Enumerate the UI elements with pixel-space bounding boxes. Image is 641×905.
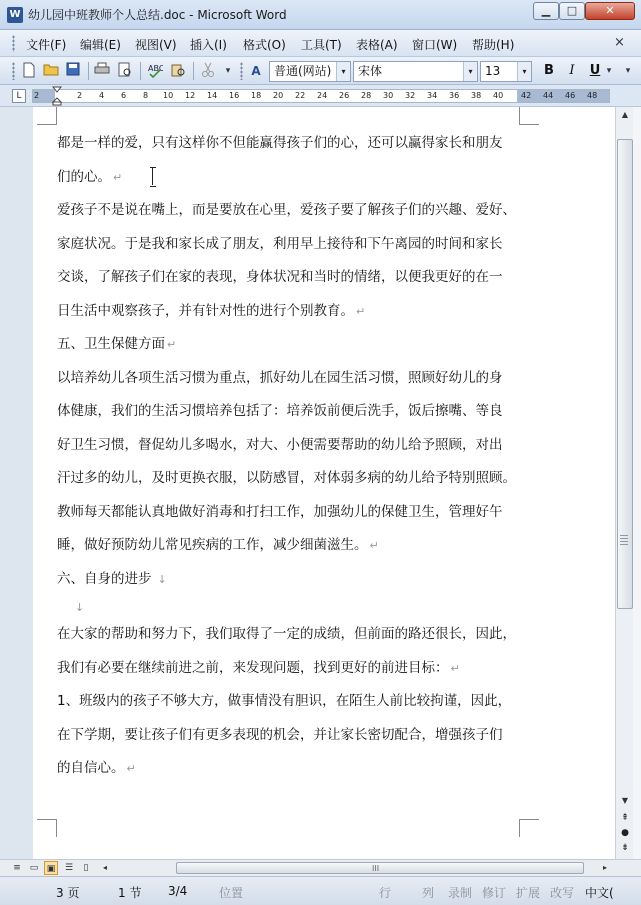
menu-file[interactable]: 文件(F) — [26, 38, 67, 52]
save-icon[interactable] — [64, 62, 82, 80]
status-record-macro[interactable]: 录制 — [448, 886, 473, 900]
status-column[interactable]: 列 — [422, 886, 435, 900]
web-layout-view-icon[interactable]: ▭ — [29, 863, 39, 873]
research-icon[interactable] — [169, 62, 187, 80]
crop-mark — [37, 107, 57, 125]
status-track-changes[interactable]: 修订 — [482, 886, 507, 900]
ruler-tick: 48 — [587, 91, 598, 100]
empty-line — [57, 596, 527, 618]
font-size-select[interactable] — [480, 61, 532, 82]
toolbar-grip-handle[interactable] — [12, 62, 15, 80]
paragraph-mark: ↵ — [167, 338, 177, 351]
text-line: 家庭状况。于是我和家长成了朋友，利用早上接待和下午离园的时间和家长 — [57, 235, 503, 252]
paragraph-mark: ↵ — [126, 762, 136, 775]
text-line: 交谈，了解孩子们在家的表现，身体状况和当时的情绪，以便我更好的在一 — [57, 269, 503, 285]
cut-icon[interactable] — [199, 62, 217, 80]
ruler-tick: 28 — [361, 91, 372, 100]
document-area — [0, 107, 615, 859]
paragraph-mark: ↵ — [450, 661, 460, 675]
text-line: 的自信心。 ↵ — [57, 760, 136, 776]
word-app-icon[interactable]: W — [7, 7, 23, 23]
text-line: 都是一样的爱，只有这样你不但能赢得孩子们的心，还可以赢得家长和朋友 — [57, 135, 503, 151]
scroll-up-icon[interactable]: ▲ — [621, 110, 629, 119]
menubar-grip-handle[interactable] — [12, 35, 15, 52]
print-icon[interactable] — [93, 62, 111, 80]
outline-view-icon[interactable]: ☰ — [64, 863, 74, 873]
horizontal-ruler[interactable] — [32, 89, 610, 103]
ruler-tick: 40 — [493, 91, 504, 100]
ruler-tick: 26 — [339, 91, 350, 100]
select-browse-object-icon[interactable]: ● — [621, 828, 629, 838]
menu-window[interactable]: 窗口(W) — [412, 38, 458, 52]
ruler-tick: 14 — [207, 91, 218, 100]
style-select-value: 普通(网站) — [274, 64, 332, 78]
ibeam-cursor-icon — [150, 167, 156, 185]
paragraph-mark: ↵ — [113, 170, 123, 184]
text-line: 教师每天都能认真地做好消毒和打扫工作，加强幼儿的保健卫生，管理好午 — [57, 503, 503, 520]
text-line: 们的心。 ↵ — [57, 168, 123, 185]
status-overtype[interactable]: 改写 — [550, 886, 575, 900]
toolbar-separator — [88, 62, 89, 80]
normal-view-icon[interactable]: ≡ — [13, 863, 21, 873]
tab-selector[interactable]: L — [12, 89, 26, 103]
ruler-bar — [0, 85, 641, 107]
text-line: 睡，做好预防幼儿常见疾病的工作，减少细菌滋生。 ↵ — [57, 537, 379, 553]
ruler-tick: 46 — [565, 91, 576, 100]
ruler-tick: 34 — [427, 91, 438, 100]
menu-bar — [0, 30, 641, 57]
chevron-down-icon[interactable]: ▾ — [336, 62, 350, 81]
toolbar-separator — [140, 62, 141, 80]
vertical-scrollbar[interactable] — [615, 107, 633, 859]
scroll-down-icon[interactable]: ▼ — [621, 796, 629, 805]
toolbar-options-chevron-icon[interactable]: ▾ — [225, 66, 231, 76]
ruler-tick: 44 — [543, 91, 554, 100]
underline-button[interactable]: U — [589, 63, 601, 78]
underline-options-chevron-icon[interactable]: ▾ — [606, 66, 612, 76]
section-heading: 六、自身的进步 ↓ — [57, 570, 167, 587]
chevron-down-icon[interactable]: ▾ — [517, 62, 531, 81]
menu-view[interactable]: 视图(V) — [135, 38, 177, 52]
paragraph-mark: ↵ — [356, 304, 366, 318]
text-line: 我们有必要在继续前进之前，来发现问题，找到更好的前进目标： ↵ — [57, 659, 460, 676]
ruler-tick: 32 — [405, 91, 416, 100]
font-select[interactable] — [353, 61, 478, 82]
previous-page-icon[interactable]: ⇞ — [621, 813, 629, 823]
horizontal-scrollbar-row — [0, 859, 641, 876]
ruler-tick: 10 — [163, 91, 174, 100]
status-line[interactable]: 行 — [379, 886, 392, 900]
ruler-tick: 6 — [121, 91, 127, 100]
menu-help[interactable]: 帮助(H) — [472, 38, 515, 52]
toolbar-more-chevron-icon[interactable]: ▾ — [625, 66, 631, 76]
svg-text:ABC: ABC — [148, 64, 163, 73]
reading-layout-view-icon[interactable]: ▯ — [83, 863, 89, 873]
manual-line-break-mark: ↓ — [157, 572, 167, 586]
text-line: 体健康，我们的生活习惯培养包括了：培养饭前便后洗手，饭后擦嘴、等良 — [57, 403, 503, 419]
new-document-icon[interactable] — [20, 62, 38, 80]
status-extend-selection[interactable]: 扩展 — [516, 886, 541, 900]
crop-mark — [37, 819, 57, 837]
window-right-border — [633, 107, 641, 859]
toolbar — [0, 57, 641, 85]
scroll-right-icon[interactable]: ▸ — [602, 863, 607, 872]
print-layout-view-icon[interactable]: ▣ — [44, 861, 58, 875]
spelling-grammar-icon[interactable] — [146, 62, 164, 80]
menu-edit[interactable]: 编辑(E) — [80, 38, 121, 52]
ruler-tick: 36 — [449, 91, 460, 100]
ruler-tick: 20 — [273, 91, 284, 100]
ruler-tick: 2 — [34, 91, 40, 100]
ruler-tick: 24 — [317, 91, 328, 100]
status-language[interactable]: 中文( — [585, 886, 614, 900]
font-size-value: 13 — [485, 64, 501, 78]
document-page[interactable] — [33, 107, 615, 859]
text-line: 日生活中观察孩子，并有针对性的进行个别教育。 ↵ — [57, 302, 366, 319]
status-position[interactable]: 位置 — [219, 886, 244, 900]
ruler-tick: 18 — [251, 91, 262, 100]
ruler-tick: 2 — [77, 91, 83, 100]
menu-tools[interactable]: 工具(T) — [301, 38, 342, 52]
styles-formatting-icon[interactable]: A — [251, 64, 261, 78]
crop-mark — [519, 107, 539, 125]
font-select-value: 宋体 — [358, 64, 383, 78]
ruler-tick: 16 — [229, 91, 240, 100]
status-bar — [0, 876, 641, 905]
open-folder-icon[interactable] — [42, 62, 60, 80]
chevron-down-icon[interactable]: ▾ — [463, 62, 477, 81]
bold-button[interactable]: B — [544, 63, 554, 78]
toolbar-separator — [193, 62, 194, 80]
text-line: 以培养幼儿各项生活习惯为重点，抓好幼儿在园生活习惯，照顾好幼儿的身 — [57, 369, 503, 386]
italic-button[interactable]: I — [569, 63, 575, 78]
menu-insert[interactable]: 插入(I) — [190, 38, 227, 52]
text-line: 汗过多的幼儿，及时更换衣服，以防感冒，对体弱多病的幼儿给予特别照顾。 — [57, 470, 516, 486]
window-title: 幼儿园中班教师个人总结.doc - Microsoft Word — [28, 8, 287, 22]
text-line: 爱孩子不是说在嘴上，而是要放在心里，爱孩子要了解孩子们的兴趣、爱好、 — [57, 202, 516, 218]
ruler-tick: 12 — [185, 91, 196, 100]
paragraph-mark: ↵ — [369, 539, 379, 552]
title-bar — [0, 0, 641, 30]
first-line-indent-marker[interactable] — [52, 86, 62, 106]
text-line: 在下学期，要让孩子们有更多表现的机会，并让家长密切配合，增强孩子们 — [57, 726, 503, 743]
ruler-tick: 30 — [383, 91, 394, 100]
next-page-icon[interactable]: ⇟ — [621, 843, 629, 853]
style-select[interactable] — [269, 61, 351, 82]
ruler-tick: 4 — [99, 91, 105, 100]
menu-format[interactable]: 格式(O) — [243, 38, 286, 52]
status-page-of[interactable]: 3/4 — [168, 884, 188, 898]
formatting-grip-handle[interactable] — [240, 62, 243, 80]
maximize-button[interactable]: □ — [559, 2, 585, 20]
crop-mark — [519, 819, 539, 837]
menu-table[interactable]: 表格(A) — [356, 38, 398, 52]
section-heading: 五、卫生保健方面 ↵ — [57, 336, 177, 352]
text-line: 1、班级内的孩子不够大方，做事情没有胆识，在陌生人前比较拘谨，因此， — [57, 693, 512, 709]
horizontal-scroll-thumb[interactable] — [176, 862, 584, 874]
print-preview-icon[interactable] — [116, 62, 134, 80]
close-window-button[interactable]: ✕ — [585, 2, 635, 20]
ruler-tick: 42 — [521, 91, 532, 100]
scroll-thumb-grip-icon: III — [372, 864, 380, 873]
minimize-button[interactable]: ▁ — [533, 2, 559, 20]
manual-line-break-mark: ↓ — [75, 601, 85, 614]
left-margin-gutter — [0, 107, 33, 859]
close-document-icon[interactable]: × — [614, 35, 625, 50]
ruler-tick: 38 — [471, 91, 482, 100]
ruler-tick: 8 — [143, 91, 149, 100]
text-line: 好卫生习惯，督促幼儿多喝水，对大、小便需要帮助的幼儿给予照顾，对出 — [57, 436, 503, 453]
status-section[interactable]: 1 节 — [118, 886, 142, 900]
document-text[interactable] — [57, 127, 527, 786]
text-line: 在大家的帮助和努力下，我们取得了一定的成绩，但前面的路还很长，因此， — [57, 626, 516, 642]
scroll-thumb-grip-icon — [620, 535, 628, 545]
scroll-left-icon[interactable]: ◂ — [102, 863, 107, 872]
status-page[interactable]: 3 页 — [56, 886, 80, 900]
ruler-tick: 22 — [295, 91, 306, 100]
